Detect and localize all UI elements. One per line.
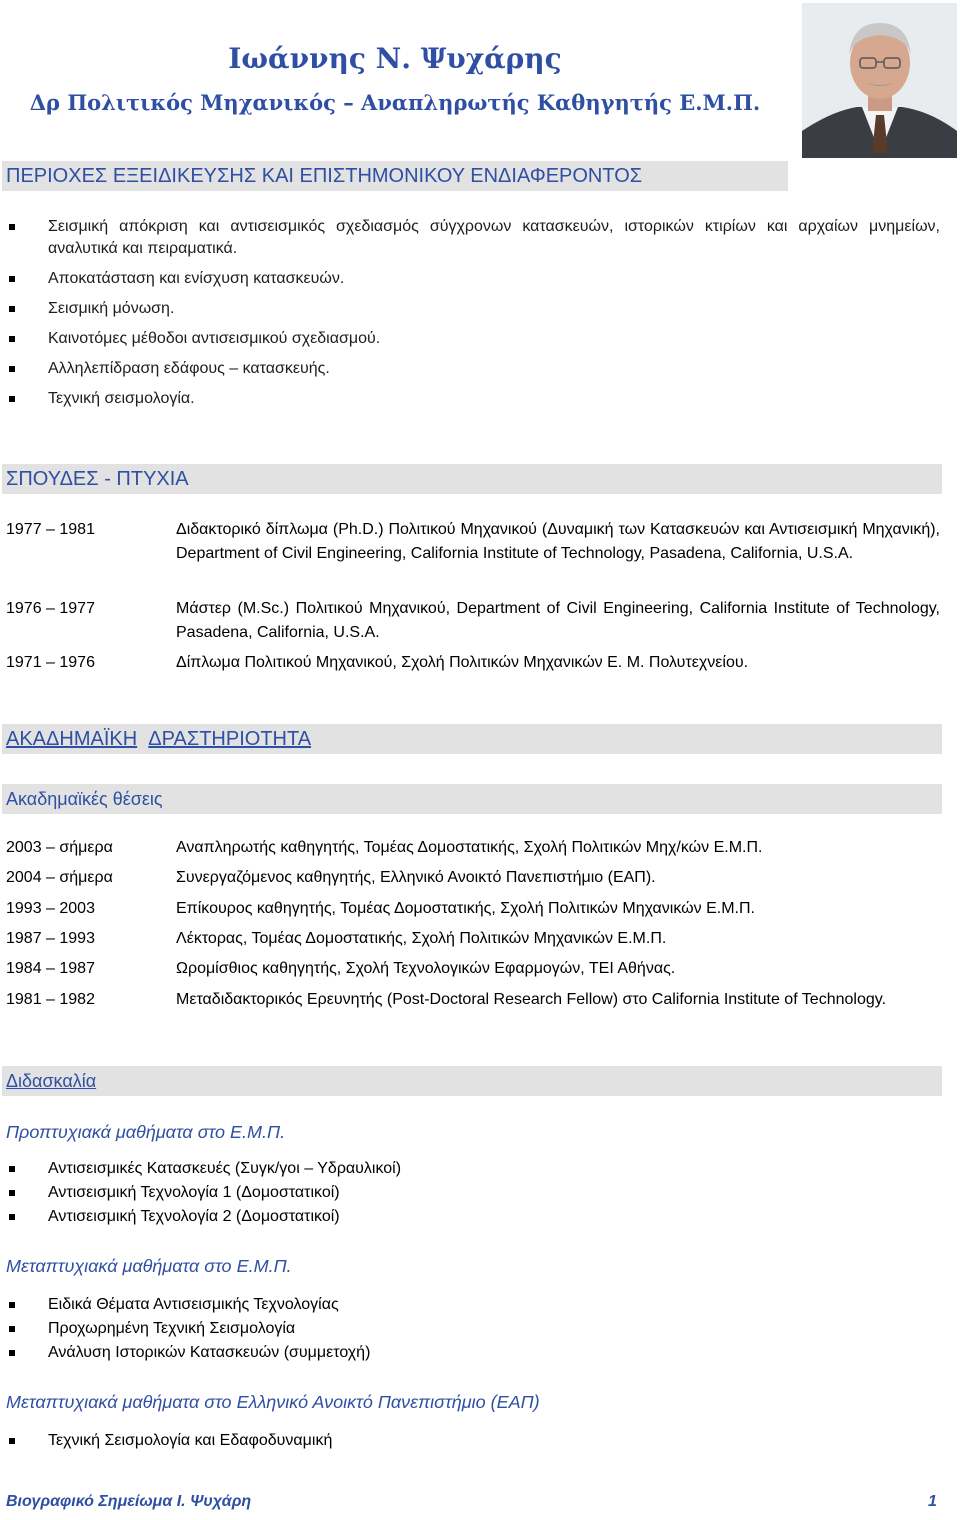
- position-years: 1993 – 2003: [6, 900, 95, 917]
- list-item: Ανάλυση Ιστορικών Κατασκευών (συμμετοχή): [0, 1342, 940, 1364]
- person-title: Δρ Πολιτικός Μηχανικός – Αναπληρωτής Καθηγητής Ε.Μ.Π.: [29, 90, 761, 115]
- list-item: Προχωρημένη Τεχνική Σεισμολογία: [0, 1318, 940, 1340]
- list-item: Σεισμική μόνωση.: [0, 298, 940, 320]
- person-name: Ιωάννης Ν. Ψυχάρης: [228, 42, 562, 75]
- position-text: Επίκουρος καθηγητής, Τομέας Δομοστατικής, Σχολή Πολιτικών Μηχανικών Ε.Μ.Π.: [176, 900, 755, 917]
- footer-title: Βιογραφικό Σημείωμα Ι. Ψυχάρη: [6, 1493, 252, 1510]
- list-item: Αποκατάσταση και ενίσχυση κατασκευών.: [0, 268, 940, 290]
- position-years: 1987 – 1993: [6, 930, 95, 947]
- positions-heading: Ακαδημαϊκές θέσεις: [2, 784, 942, 814]
- position-text: Αναπληρωτής καθηγητής, Τομέας Δομοστατικής, Σχολή Πολιτικών Μηχ/κών Ε.Μ.Π.: [176, 839, 763, 856]
- position-text: Ωρομίσθιος καθηγητής, Σχολή Τεχνολογικών Εφαρμογών, ΤΕΙ Αθήνας.: [176, 960, 676, 977]
- study-text: Μάστερ (M.Sc.) Πολιτικού Μηχανικού, Department of Civil Engineering, California Institute of Technology, Pasadena, California, U.S.A.: [176, 600, 940, 641]
- list-item: Αντισεισμική Τεχνολογία 2 (Δομοστατικοί): [0, 1206, 940, 1228]
- study-text: Διδακτορικό δίπλωμα (Ph.D.) Πολιτικού Μηχανικού (Δυναμική των Κατασκευών και Αντισεισμική Μηχανική), Department of Civil Engineering, California Institute of Technology, Pasadena, California, U.S.A.: [176, 521, 940, 562]
- position-years: 1984 – 1987: [6, 960, 95, 977]
- studies-heading: ΣΠΟΥΔΕΣ - ΠΤΥΧΙΑ: [2, 464, 942, 494]
- list-item: Σεισμική απόκριση και αντισεισμικός σχεδιασμός σύγχρονων κατασκευών, ιστορικών κτιρίων και αρχαίων μνημείων, αναλυτικά και πειραματικά.: [0, 216, 940, 260]
- position-text: Συνεργαζόμενος καθηγητής, Ελληνικό Ανοικτό Πανεπιστήμιο (ΕΑΠ).: [176, 869, 656, 886]
- study-years: 1977 – 1981: [6, 521, 95, 538]
- eap-heading: Μεταπτυχιακά μαθήματα στο Ελληνικό Ανοικτό Πανεπιστήμιο (ΕΑΠ): [6, 1392, 540, 1412]
- position-years: 1981 – 1982: [6, 991, 95, 1008]
- teaching-heading: Διδασκαλία: [2, 1066, 942, 1096]
- position-text: Μεταδιδακτορικός Ερευνητής (Post-Doctoral Research Fellow) στο California Institute of Technology.: [176, 991, 887, 1008]
- undergrad-heading: Προπτυχιακά μαθήματα στο Ε.Μ.Π.: [6, 1122, 286, 1142]
- study-years: 1976 – 1977: [6, 600, 95, 617]
- list-item: Τεχνική Σεισμολογία και Εδαφοδυναμική: [0, 1430, 940, 1452]
- page-number: 1: [928, 1493, 937, 1510]
- eap-list: [0, 1430, 940, 1452]
- position-years: 2004 – σήμερα: [6, 869, 113, 886]
- list-item: Αλληλεπίδραση εδάφους – κατασκευής.: [0, 358, 940, 380]
- study-years: 1971 – 1976: [6, 654, 95, 671]
- interests-heading: ΠΕΡΙΟΧΕΣ ΕΞΕΙΔΙΚΕΥΣΗΣ ΚΑΙ ΕΠΙΣΤΗΜΟΝΙΚΟΥ ΕΝΔΙΑΦΕΡΟΝΤΟΣ: [2, 161, 788, 191]
- portrait-photo: [802, 3, 957, 158]
- grad-list: [0, 1294, 940, 1364]
- position-years: 2003 – σήμερα: [6, 839, 113, 856]
- list-item: Τεχνική σεισμολογία.: [0, 388, 940, 410]
- undergrad-list: [0, 1158, 940, 1228]
- list-item: Καινοτόμες μέθοδοι αντισεισμικού σχεδιασμού.: [0, 328, 940, 350]
- academic-heading: ΑΚΑΔΗΜΑΪΚΗ ΔΡΑΣΤΗΡΙΟΤΗΤΑ: [2, 724, 942, 754]
- position-text: Λέκτορας, Τομέας Δομοστατικής, Σχολή Πολιτικών Μηχανικών Ε.Μ.Π.: [176, 930, 667, 947]
- list-item: Αντισεισμική Τεχνολογία 1 (Δομοστατικοί): [0, 1182, 940, 1204]
- study-text: Δίπλωμα Πολιτικού Μηχανικού, Σχολή Πολιτικών Μηχανικών Ε. Μ. Πολυτεχνείου.: [176, 654, 749, 671]
- list-item: Αντισεισμικές Κατασκευές (Συγκ/γοι – Υδραυλικοί): [0, 1158, 940, 1180]
- list-item: Ειδικά Θέματα Αντισεισμικής Τεχνολογίας: [0, 1294, 940, 1316]
- grad-heading: Μεταπτυχιακά μαθήματα στο Ε.Μ.Π.: [6, 1256, 292, 1276]
- interests-list: [0, 216, 940, 418]
